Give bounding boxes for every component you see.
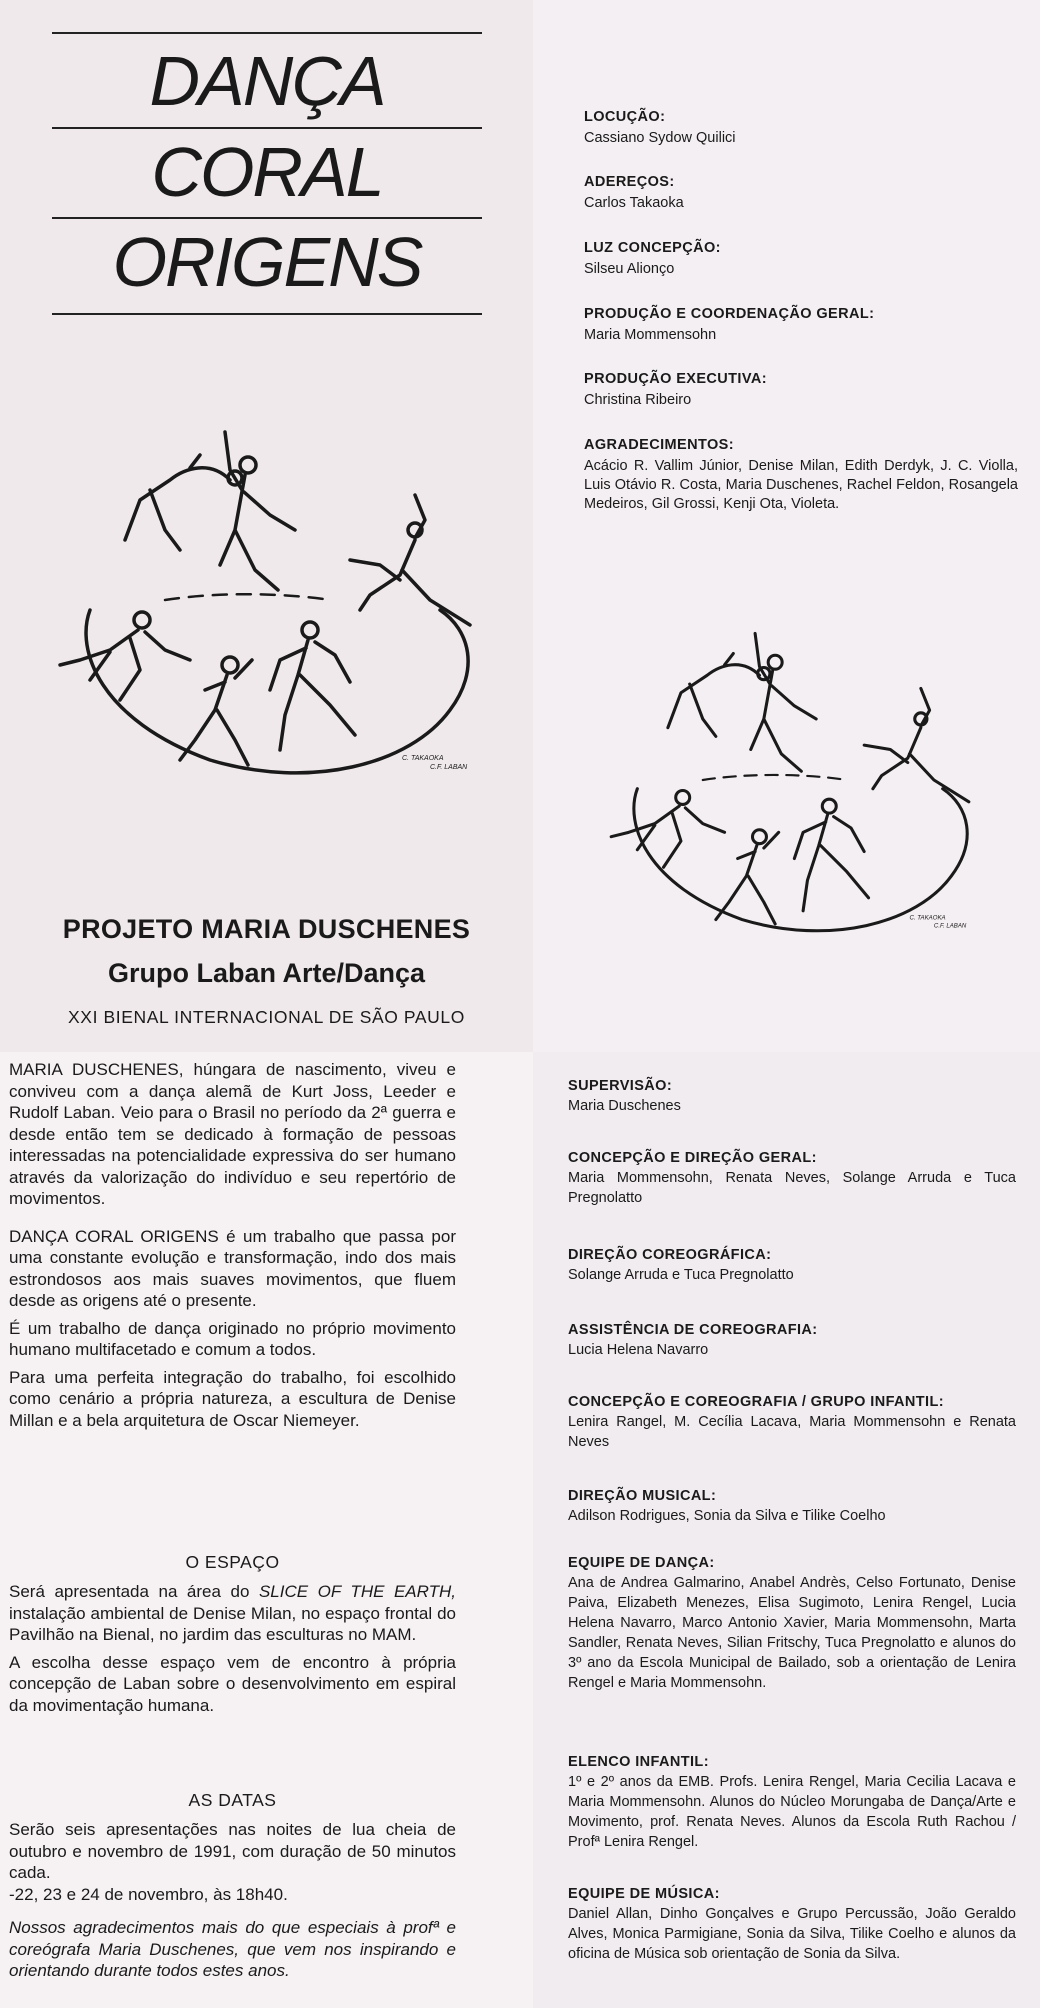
credit-label: ASSISTÊNCIA DE COREOGRAFIA: (568, 1322, 818, 1338)
credit-label: LOCUÇÃO: (584, 109, 666, 125)
event-name: XXI BIENAL INTERNACIONAL DE SÃO PAULO (68, 1007, 465, 1027)
title-line-3: ORIGENS (112, 223, 422, 301)
credit-text: Lucia Helena Navarro (568, 1342, 709, 1358)
credit-label: PRODUÇÃO EXECUTIVA: (584, 371, 767, 387)
intro-paragraph-4: Para uma perfeita integração do trabalho, foi escolhido como cenário a própria natureza, a escultura de Denise Millan e a bela arquitetura de Oscar Niemeyer. (9, 1367, 456, 1430)
credit-agradecimentos (584, 436, 1018, 514)
credit-text: Silseu Alionço (584, 261, 675, 277)
credit-luz (584, 239, 1004, 279)
credit-text: Maria Mommensohn, Renata Neves, Solange Arruda e Tuca Pregnolatto (568, 1170, 1016, 1206)
espaco-text (9, 1581, 456, 1722)
credit-aderecos (584, 173, 1004, 213)
datas-heading: AS DATAS (188, 1790, 277, 1810)
title-rule-bottom (52, 313, 482, 315)
credit-text: Maria Mommensohn (584, 327, 717, 343)
credit-concepcao-direcao (568, 1148, 1016, 1208)
credit-label: AGRADECIMENTOS: (584, 437, 734, 453)
credit-text: Solange Arruda e Tuca Pregnolatto (568, 1267, 794, 1283)
datas-paragraph-1: Serão seis apresentações nas noites de lua cheia de outubro e novembro de 1991, com duração de 50 minutos cada. (9, 1820, 456, 1882)
credit-label: DIREÇÃO COREOGRÁFICA: (568, 1247, 772, 1263)
credit-text: Ana de Andrea Galmarino, Anabel Andrès, Celso Fortunato, Denise Paiva, Elizabeth Menezes, Elisa Sugimoto, Lenira Rengel, Lucia Helena Navarro, Marco Antonio Xavier, Maria Mommensohn, Marta Sandler, Renata Neves, Silian Fritschy, Tuca Pregnolatto e alunos do 3º ano da Escola Municipal de Bailado, sob a orientação de Lenira Rengel e Maria Mommensohn. (568, 1575, 1016, 1691)
credit-direcao-musical (568, 1486, 1016, 1526)
credit-supervisao (568, 1076, 1016, 1116)
credit-direcao-coreografica (568, 1245, 1016, 1285)
credit-label: PRODUÇÃO E COORDENAÇÃO GERAL: (584, 306, 875, 322)
datas-paragraph-2: -22, 23 e 24 de novembro, às 18h40. (9, 1884, 288, 1904)
credit-text: Acácio R. Vallim Júnior, Denise Milan, Edith Derdyk, J. C. Violla, Luis Otávio R. Costa, Maria Duschenes, Rachel Feldon, Rosangela Medeiros, Gil Grossi, Kenji Ota, Violeta. (584, 458, 1018, 512)
credit-text: 1º e 2º anos da EMB. Profs. Lenira Rengel, Maria Cecilia Lacava e Maria Mommensohn. Alunos do Núcleo Morungaba de Dança/Arte e Movimento, prof. Renata Neves. Alunos da Escola Ruth Rachou / Profª Lenira Rengel. (568, 1774, 1016, 1850)
credit-text: Carlos Takaoka (584, 195, 684, 211)
title-line-2: CORAL (151, 133, 383, 211)
title-rule-top (52, 32, 482, 34)
credit-text: Adilson Rodrigues, Sonia da Silva e Tilike Coelho (568, 1508, 886, 1524)
credit-label: LUZ CONCEPÇÃO: (584, 240, 721, 256)
credit-label: CONCEPÇÃO E DIREÇÃO GERAL: (568, 1150, 817, 1166)
intro-paragraph-3: É um trabalho de dança originado no próprio movimento humano multifacetado e comum a todos. (9, 1318, 456, 1359)
intro-text (9, 1059, 456, 1437)
credit-text: Maria Duschenes (568, 1098, 681, 1114)
credit-text: Cassiano Sydow Quilici (584, 130, 736, 146)
illustration-signature-right: C. TAKAOKA C.F. LABAN (909, 914, 967, 930)
credit-equipe-danca (568, 1553, 1016, 1693)
datas-text (9, 1819, 456, 1988)
credit-locucao (584, 108, 1004, 148)
credit-equipe-musica (568, 1884, 1016, 1964)
credit-label: ADEREÇOS: (584, 174, 675, 190)
title-line-1: DANÇA (149, 42, 385, 120)
credit-text: Lenira Rangel, M. Cecília Lacava, Maria Mommensohn e Renata Neves (568, 1414, 1016, 1450)
credit-text: Daniel Allan, Dinho Gonçalves e Grupo Percussão, João Geraldo Alves, Monica Parmigiane, Sonia da Silva, Tilike Coelho e alunos da oficina de Música sob orientação de Sonia da Silva. (568, 1906, 1016, 1962)
credit-assistencia (568, 1320, 1016, 1360)
title-rule-2 (52, 127, 482, 129)
credit-label: SUPERVISÃO: (568, 1078, 673, 1094)
credit-label: CONCEPÇÃO E COREOGRAFIA / GRUPO INFANTIL: (568, 1394, 944, 1410)
dancers-illustration-left (30, 420, 500, 780)
credit-producao-coordenacao (584, 305, 1024, 345)
intro-paragraph-2: DANÇA CORAL ORIGENS é um trabalho que passa por uma constante evolução e transformação, indo dos mais estrondosos aos mais suaves movimentos, que fluem desde as origens até o presente. (9, 1226, 456, 1310)
credit-label: DIREÇÃO MUSICAL: (568, 1488, 717, 1504)
credit-elenco-infantil (568, 1752, 1016, 1852)
credit-label: EQUIPE DE DANÇA: (568, 1555, 715, 1571)
credit-label: EQUIPE DE MÚSICA: (568, 1886, 720, 1902)
thanks-paragraph: Nossos agradecimentos mais do que especiais à profª e coreógrafa Maria Duschenes, que vem nos inspirando e orientando durante todos estes anos. (9, 1918, 456, 1980)
credit-producao-executiva (584, 370, 1004, 410)
illustration-signature: C. TAKAOKA C.F. LABAN (402, 755, 468, 771)
credit-grupo-infantil (568, 1392, 1016, 1452)
espaco-paragraph-2: A escolha desse espaço vem de encontro à própria concepção de Laban sobre o desenvolvimento em espiral da movimentação humana. (9, 1652, 456, 1715)
project-name: PROJETO MARIA DUSCHENES (62, 914, 471, 944)
intro-paragraph-1: MARIA DUSCHENES, húngara de nascimento, viveu e conviveu com a dança alemã de Kurt Joss, Leeder e Rudolf Laban. Veio para o Brasil no período da 2ª guerra e desde então tem se dedicado à formação de pessoas interessadas na potencialidade expressiva do ser humano através da valorização do indivíduo e seu repertório de movimentos. (9, 1060, 456, 1208)
espaco-paragraph-1: Será apresentada na área do SLICE OF THE EARTH, instalação ambiental de Denise Milan, no espaço frontal do Pavilhão na Bienal, no jardim das esculturas no MAM. (9, 1582, 456, 1644)
espaco-heading: O ESPAÇO (185, 1552, 280, 1572)
credit-label: ELENCO INFANTIL: (568, 1754, 709, 1770)
title-rule-3 (52, 217, 482, 219)
dancers-illustration-right (585, 620, 995, 940)
credit-text: Christina Ribeiro (584, 392, 692, 408)
group-name: Grupo Laban Arte/Dança (107, 958, 426, 988)
